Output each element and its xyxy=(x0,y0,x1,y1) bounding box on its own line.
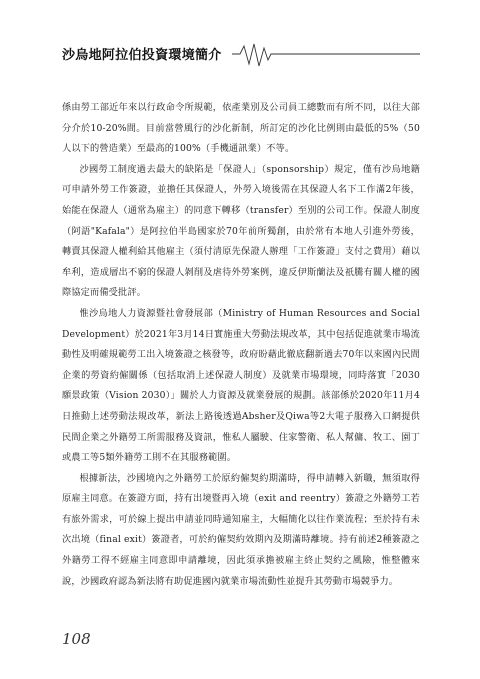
header-title: 沙烏地阿拉伯投資環境簡介 xyxy=(62,48,222,63)
page-number: 108 xyxy=(62,630,91,648)
paragraph-labor-reform: 惟沙烏地人力資源暨社會發展部（Ministry of Human Resources and Social Development）於2021年3月14日實施重大勞動法規改革，其中包括促進就業市場流動性及明確規範勞工出入境簽證之核發等，政府盼藉此徹底翻新過去70年以來國內民間企業的勞資約僱關係（包括取消上述保證人制度）及就業市場環境，同時落實「2030願景政策（Vision 2030）」關於人力資源及就業發展的規劃。該部係於2020年11月4日推動上述勞動法規改革，新法上路後透過Absher及Qiwa等2大電子服務入口網提供民間企業之外籍勞工所需服務及資訊，惟私人屬駛、住家警衛、私人幫傭、牧工、園丁或農工等5類外籍勞工則不在其服務範圍。 xyxy=(62,307,420,464)
paragraph-sponsorship: 沙國勞工制度過去最大的缺陷是「保證人」（sponsorship）規定，僅有沙烏地籍可申請外勞工作簽證，並擔任其保證人，外勞入境後需在其保證人名下工作滿2年後，始能在保證人（通常為雇主）的同意下轉移（transfer）至別的公司工作。保證人制度（阿語"Kafala"）是阿拉伯半島國家於70年前所獨創，由於常有本地人引進外勞後，轉賣其保證人權利給其他雇主（須付清原先保證人辦理「工作簽證」支付之費用）藉以牟利，造成層出不窮的保證人剝削及虐待外勞案例，違反伊斯蘭法及祇騰有關人權的國際協定而備受批評。 xyxy=(62,163,420,299)
paragraph-continued: 係由勞工部近年來以行政命令所規範，依產業別及公司員工總數而有所不同，以往大部分介於10-20%間。目前當營風行的沙化新制，所訂定的沙化比例則由最低的5%（50人以下的營造業）至最高的100%（手機通訊業）不等。 xyxy=(62,102,420,155)
heartbeat-wave-icon xyxy=(0,40,480,80)
body-text xyxy=(62,98,420,592)
paragraph-new-law: 根據新法，沙國境內之外籍勞工於原約僱契約期滿時，得申請轉入新職，無須取得原雇主同意。在簽證方面，持有出境暨再入境（exit and reentry）簽證之外籍勞工若有旅外需求，可於線上提出申請並同時通知雇主，大幅簡化以往作業流程；至於持有未次出境（final exit）簽證者，可於約僱契約效期內及期滿時離境。持有前述2種簽證之外籍勞工得不經雇主同意即申請離境，因此須承擔被雇主終止契約之風險，惟整體來說，沙國政府認為新法將有助促進國內就業市場流動性並提升其勞動市場競爭力。 xyxy=(62,472,420,587)
running-header xyxy=(0,40,480,80)
